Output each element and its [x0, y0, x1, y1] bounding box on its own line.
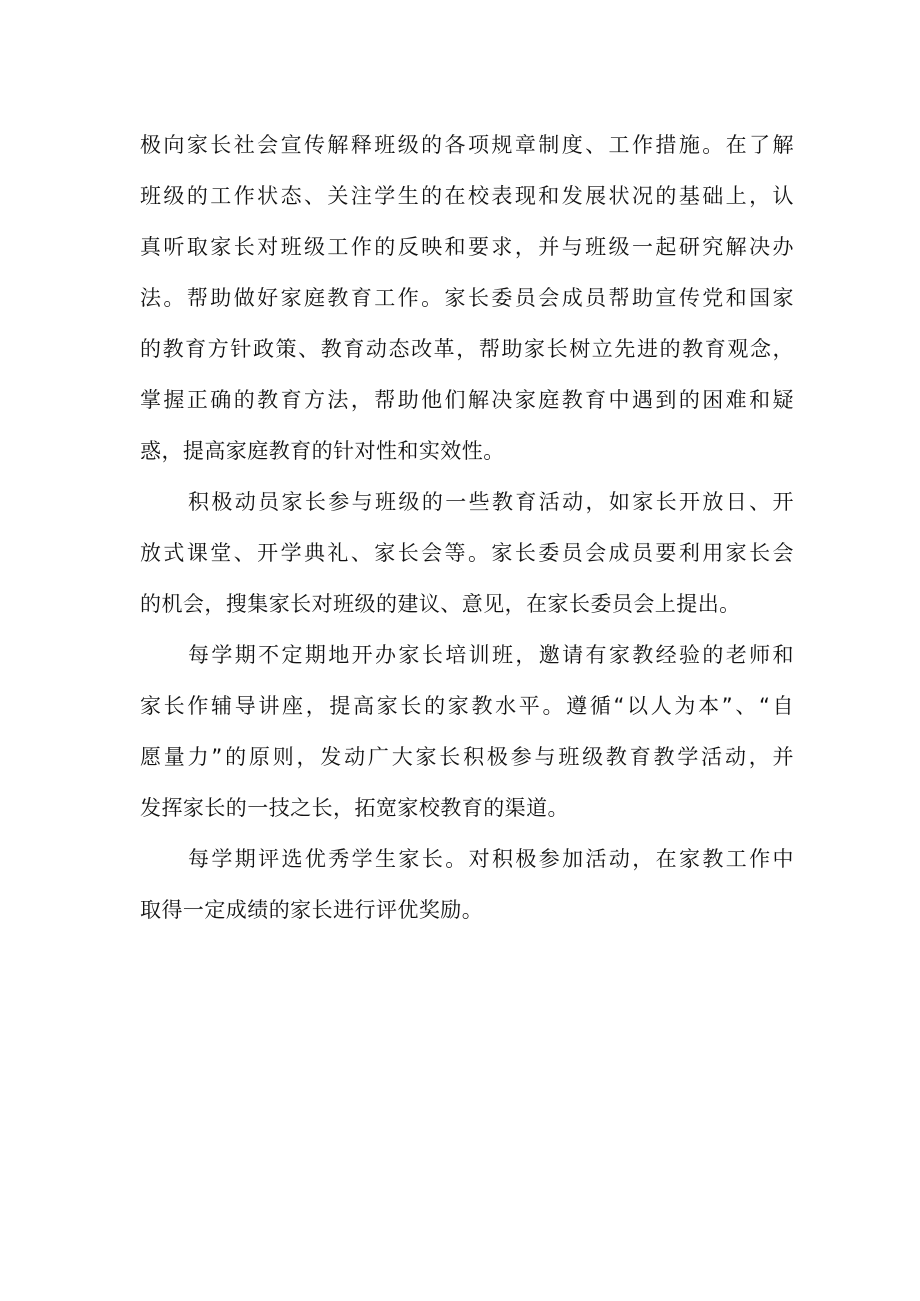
paragraph-1-line-3: 真听取家长对班级工作的反映和要求，并与班级一起研究解决办: [140, 235, 794, 259]
paragraph-1-line-6: 掌握正确的教育方法，帮助他们解决家庭教育中遇到的困难和疑: [140, 388, 794, 412]
paragraph-2-line-3: 的机会，搜集家长对班级的建议、意见，在家长委员会上提出。: [140, 592, 741, 616]
paragraph-3-line-2: 家长作辅导讲座，提高家长的家教水平。遵循“以人为本”、“自: [140, 694, 794, 718]
paragraph-1: [140, 120, 794, 477]
paragraph-4: [140, 834, 794, 936]
paragraph-3: [140, 630, 794, 834]
paragraph-1-line-4: 法。帮助做好家庭教育工作。家长委员会成员帮助宣传党和国家: [140, 286, 794, 310]
paragraph-3-line-1: 每学期不定期地开办家长培训班，邀请有家教经验的老师和: [188, 643, 794, 667]
paragraph-4-line-1: 每学期评选优秀学生家长。对积极参加活动，在家教工作中: [188, 847, 794, 871]
paragraph-2-line-1: 积极动员家长参与班级的一些教育活动，如家长开放日、开: [188, 490, 794, 514]
paragraph-1-line-5: 的教育方针政策、教育动态改革，帮助家长树立先进的教育观念，: [140, 337, 794, 361]
paragraph-1-line-1: 极向家长社会宣传解释班级的各项规章制度、工作措施。在了解: [140, 133, 794, 157]
paragraph-3-line-3: 愿量力”的原则，发动广大家长积极参与班级教育教学活动，并: [140, 745, 794, 769]
document-body: [140, 120, 794, 936]
paragraph-1-line-2: 班级的工作状态、关注学生的在校表现和发展状况的基础上，认: [140, 184, 794, 208]
paragraph-1-line-7: 惑，提高家庭教育的针对性和实效性。: [140, 439, 505, 463]
paragraph-4-line-2: 取得一定成绩的家长进行评优奖励。: [140, 898, 484, 922]
paragraph-2-line-2: 放式课堂、开学典礼、家长会等。家长委员会成员要利用家长会: [140, 541, 794, 565]
paragraph-3-line-4: 发挥家长的一技之长，拓宽家校教育的渠道。: [140, 796, 569, 820]
paragraph-2: [140, 477, 794, 630]
